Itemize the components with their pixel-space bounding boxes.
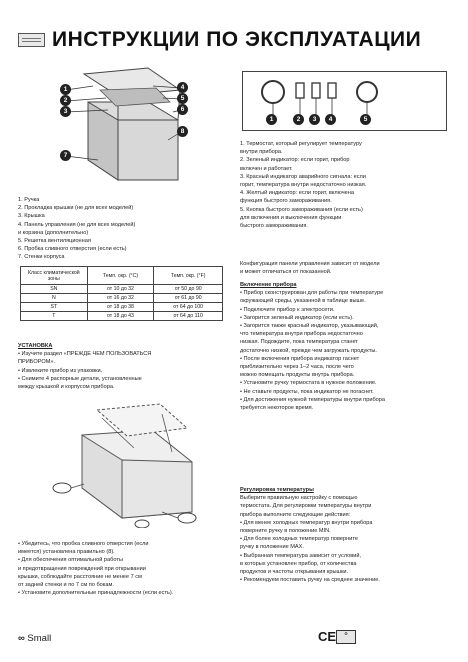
- table-header: Темп. окр. (°F): [154, 267, 223, 285]
- list-item: 3. Крышка: [18, 213, 45, 220]
- chest-freezer-diagram: [48, 62, 198, 192]
- note-line: Конфигурация панели управления зависит от модели: [240, 261, 380, 267]
- section-heading: УСТАНОВКА: [18, 343, 53, 349]
- callout-4: 4: [177, 82, 188, 93]
- brand-name: Small: [27, 633, 52, 644]
- list-item: • Убедитесь, что пробка сливного отверстия (если: [18, 541, 149, 547]
- table-cell: от 61 до 90: [154, 294, 223, 303]
- panel-callout-5: 5: [360, 114, 371, 125]
- list-item: 2. Прокладка крышки (не для всех моделей): [18, 205, 134, 212]
- spacer-removal-illustration: [42, 400, 212, 528]
- table-cell: от 50 до 90: [154, 285, 223, 294]
- section-heading: Регулировка температуры: [240, 487, 314, 493]
- list-item: горит, температура внутри недостаточно низкая.: [240, 182, 367, 189]
- list-item: • Для достижения нужной температуры внутри прибора: [240, 396, 385, 403]
- list-item: и предотвращения повреждений при открывании: [18, 565, 146, 572]
- list-item: низкая. Подождите, пока температура станет: [240, 339, 358, 346]
- list-item: в которых установлен прибор, от количества: [240, 560, 357, 567]
- list-item: • Рекомендуем поставить ручку на среднее значение.: [240, 577, 380, 584]
- page-title: ИНСТРУКЦИИ ПО ЭКСПЛУАТАЦИИ: [52, 28, 422, 51]
- section-heading: Включение прибора: [240, 282, 297, 288]
- list-item: 7. Стенки корпуса: [18, 254, 65, 261]
- table-cell: от 64 до 100: [154, 303, 223, 312]
- list-item: имеется) установлена правильно (8).: [18, 549, 115, 556]
- list-item: • Установите дополнительные принадлежности (если есть).: [18, 590, 174, 597]
- list-item: • Изучите раздел «ПРЕЖДЕ ЧЕМ ПОЛЬЗОВАТЬСЯ: [18, 351, 152, 358]
- climate-class-table: [20, 266, 223, 321]
- list-item: Выберите правильную настройку с помощью: [240, 495, 358, 502]
- list-item: • Не ставьте продукты, пока индикатор не погаснет.: [240, 388, 374, 395]
- list-item: поверните ручку в положение MIN.: [240, 528, 331, 535]
- config-note: [240, 260, 450, 276]
- panel-callout-1: 1: [266, 114, 277, 125]
- list-item: • Для менее холодных температур внутри прибора: [240, 519, 373, 526]
- list-item: от задней стенки и по 7 см по бокам.: [18, 582, 114, 589]
- list-item: • Прибор сконструирован для работы при температуре: [240, 290, 384, 297]
- list-item: 6. Пробка сливного отверстия (если есть): [18, 246, 127, 253]
- list-item: 5. Кнопка быстрого замораживания (если есть): [240, 206, 363, 213]
- table-row: [21, 294, 223, 303]
- list-item: • Для обеспечения оптимальной работы: [18, 557, 123, 564]
- table-cell: от 18 до 38: [87, 303, 154, 312]
- list-item: • Снимите 4 распорные детали, установленные: [18, 375, 142, 382]
- parts-list: [18, 196, 223, 262]
- panel-callout-2: 2: [293, 114, 304, 125]
- table-cell: от 18 до 43: [87, 312, 154, 321]
- brand-footer: [18, 633, 51, 644]
- list-item: достаточно низкой, прежде чем загружать продукты.: [240, 347, 377, 354]
- table-cell: от 10 до 32: [87, 285, 154, 294]
- list-item: 4. Желтый индикатор: если горит, включена: [240, 190, 354, 197]
- list-item: • Извлеките прибор из упаковки.: [18, 367, 103, 374]
- table-header: Класс климатической зоны: [21, 267, 88, 285]
- ce-mark: CE: [318, 629, 337, 644]
- list-item: требуется некоторое время.: [240, 405, 314, 412]
- list-item: окружающей среды, указанной в таблице выше.: [240, 298, 366, 305]
- table-row: [21, 303, 223, 312]
- panel-list: [240, 140, 450, 230]
- table-row: [21, 312, 223, 321]
- callout-8: 8: [177, 126, 188, 137]
- list-item: • Для более холодных температур поверните: [240, 536, 358, 543]
- list-item: • Установите ручку термостата в нужное положение.: [240, 380, 377, 387]
- manual-book-icon: [18, 33, 45, 47]
- panel-callout-3: 3: [309, 114, 320, 125]
- callout-2: 2: [60, 95, 71, 106]
- list-item: • Загорится также красный индикатор, указывающий,: [240, 323, 379, 330]
- list-item: • После включения прибора индикатор гаснет: [240, 355, 360, 362]
- callout-1: 1: [60, 84, 71, 95]
- bottom-left-notes: [18, 540, 223, 597]
- list-item: быстрого замораживания.: [240, 223, 308, 230]
- panel-callout-4: 4: [325, 114, 336, 125]
- temperature-regulation-section: [240, 486, 450, 584]
- list-item: приблизительно через 1–2 часа, после чего: [240, 364, 354, 371]
- table-row: [21, 285, 223, 294]
- table-cell: ST: [21, 303, 88, 312]
- installation-section: [18, 342, 223, 391]
- list-item: 3. Красный индикатор аварийного сигнала: если: [240, 173, 366, 180]
- table-header: Темп. окр. (°C): [87, 267, 154, 285]
- list-item: 2. Зеленый индикатор: если горит, прибор: [240, 157, 350, 164]
- list-item: 4. Панель управления (не для всех моделей): [18, 221, 136, 228]
- callout-7: 7: [60, 150, 71, 161]
- callout-5: 5: [177, 93, 188, 104]
- list-item: между крышкой и корпусом прибора.: [18, 384, 115, 391]
- note-line: и может отличаться от показанной.: [240, 269, 332, 276]
- list-item: 5. Решетка вентиляционная: [18, 238, 91, 245]
- table-cell: N: [21, 294, 88, 303]
- list-item: 1. Термостат, который регулирует температуру: [240, 141, 362, 147]
- list-item: что температура внутри прибора недостаточно: [240, 331, 363, 338]
- callout-6: 6: [177, 104, 188, 115]
- list-item: продуктов и частоты открывания крышки.: [240, 569, 349, 576]
- list-item: • Выбранная температура зависит от условий,: [240, 552, 362, 559]
- list-item: функция быстрого замораживания.: [240, 198, 332, 205]
- list-item: внутри прибора.: [240, 149, 283, 156]
- recycle-icon: ♻: [336, 630, 356, 644]
- list-item: крышки, соблюдайте расстояние не менее 7 см: [18, 573, 142, 580]
- table-cell: T: [21, 312, 88, 321]
- brand-infinity-icon: ∞: [18, 633, 25, 644]
- list-item: • Подключите прибор к электросети.: [240, 306, 335, 313]
- table-cell: SN: [21, 285, 88, 294]
- list-item: • Загорится зеленый индикатор (если есть).: [240, 314, 354, 321]
- table-cell: от 16 до 32: [87, 294, 154, 303]
- startup-section: [240, 281, 450, 412]
- list-item: для включения и выключения функции: [240, 214, 342, 221]
- list-item: ручку в положение MAX.: [240, 544, 304, 551]
- list-item: включен и работает.: [240, 165, 293, 172]
- table-cell: от 64 до 110: [154, 312, 223, 321]
- list-item: 1. Ручка: [18, 197, 40, 203]
- callout-3: 3: [60, 106, 71, 117]
- list-item: прибора выполните следующие действия:: [240, 511, 351, 518]
- list-item: можно помещать продукты внутрь прибора.: [240, 372, 355, 379]
- list-item: ПРИБОРОМ».: [18, 359, 56, 366]
- list-item: термостата. Для регулировки температуры внутри: [240, 503, 372, 510]
- list-item: и корзина (дополнительно): [18, 229, 89, 236]
